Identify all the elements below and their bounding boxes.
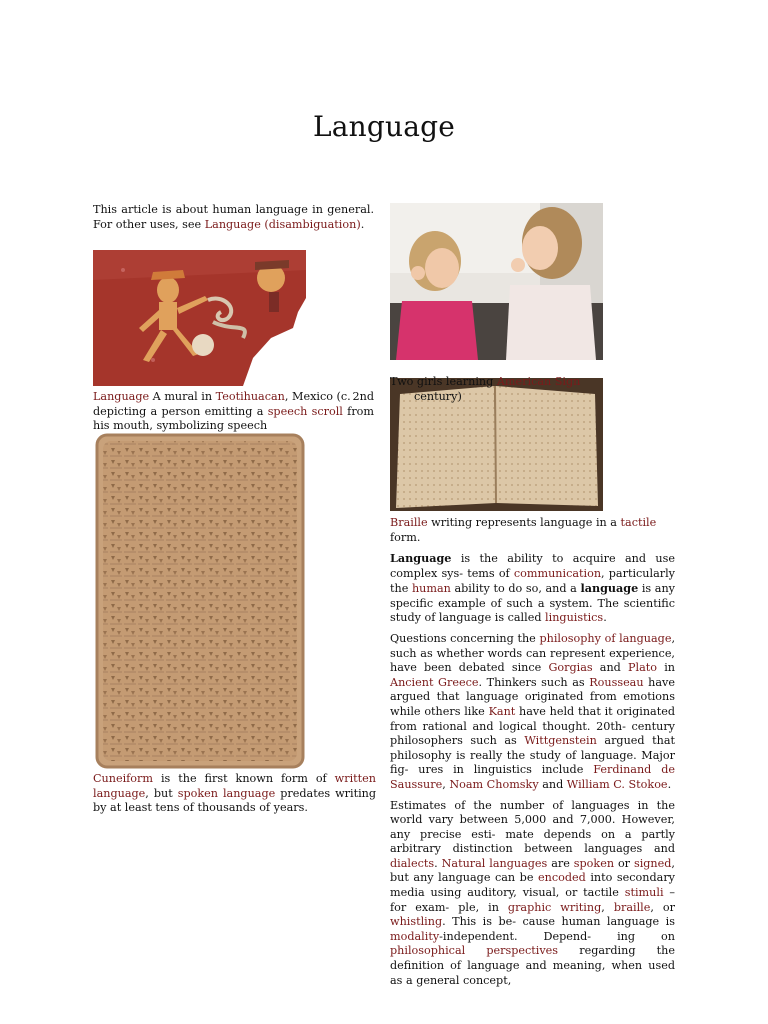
philosophy-of-language-link[interactable]: philosophy of language [539,631,672,645]
para-text: have argued that language originated from emotions while others like [390,675,675,718]
cuneiform-link[interactable]: Cuneiform [93,772,154,785]
paragraph-estimates [390,799,675,989]
rousseau-link[interactable]: Rousseau [589,675,644,689]
mural-caption [93,390,374,434]
bold-term: Language [390,551,452,565]
para-text: . [603,611,607,625]
spoken-language-link[interactable]: spoken language [177,786,276,800]
american-sign-link[interactable]: American Sign [496,375,581,388]
paragraph-intro [390,551,675,626]
article-body [390,551,675,994]
para-text: . [667,777,672,791]
dialects-link[interactable]: dialects [390,856,435,870]
para-text: -independent. Depend- ing on [439,929,675,943]
para-text: , but any language can be [390,856,675,885]
linguistics-link[interactable]: linguistics [545,611,604,625]
caption-text: Two girls learning [390,375,497,388]
para-text: into secondary media using auditory, visual, or tactile [390,871,675,900]
braille-link[interactable]: Braille [390,516,428,529]
saussure-link[interactable]: Ferdinand de Saussure [390,763,675,791]
caption-text: writing represents language in a [427,516,621,529]
para-text: in [657,661,676,675]
braille-text-link[interactable]: braille [613,900,651,914]
kant-link[interactable]: Kant [488,704,516,718]
encoded-link[interactable]: encoded [538,871,586,885]
teotihuacan-link[interactable]: Teotihuacan [215,390,285,403]
caption-text: A mural in [149,390,216,403]
written-language-link[interactable]: written language [93,772,376,800]
stokoe-link[interactable]: William C. Stokoe [566,777,668,791]
caption-text: , but [145,786,178,800]
cuneiform-caption [93,772,376,816]
para-text: regarding the definition of language and meaning, when used as a general concept, [390,944,675,987]
caption-text: , Mexico (c. [284,390,351,403]
girls-photo-illustration [390,203,603,360]
caption-text: predates writing by at least tens of thousands of years. [93,786,377,815]
para-text: – for exam- ple, in [390,886,675,914]
paragraph-philosophy [390,632,675,793]
plato-link[interactable]: Plato [628,661,658,675]
speech-scroll-link[interactable]: speech scroll [267,404,343,418]
philosophical-perspectives-link[interactable]: philosophical perspectives [390,944,559,958]
tablet-illustration [95,433,305,769]
caption-text: century) [414,389,462,403]
para-text: argued that philosophy is really the study of language. Major fig- ures in linguistics include [390,734,675,777]
para-text: , such as whether words can represent experience, have been debated since [390,631,675,675]
para-text: , [601,900,614,914]
stimuli-link[interactable]: stimuli [624,886,664,900]
para-text: is any specific example of such a system. The scientific study of language is called [390,582,675,625]
para-text: . Thinkers such as [478,675,590,689]
gorgias-link[interactable]: Gorgias [548,661,593,675]
girls-caption [390,375,590,404]
language-link[interactable]: Language [93,390,150,403]
caption-text: form. [390,530,421,544]
para-text: Questions concerning the [390,631,540,645]
girls-signing-photo [390,203,603,360]
page-title: Language [312,110,456,143]
human-link[interactable]: human [411,582,451,596]
wittgenstein-link[interactable]: Wittgenstein [524,734,597,748]
para-text: Estimates of the number of languages in the world vary between 5,000 and 7,000. However, any precise esti- mate depends on a partly arbitrary distinction between languages and [390,798,675,856]
spoken-link[interactable]: spoken [573,856,615,870]
caption-text: depicting a person emitting a [93,404,268,418]
caption-text: is the first known form of [153,772,335,785]
bold-term: language [580,581,639,596]
signed-link[interactable]: signed [633,856,672,870]
caption-text: 2nd [352,390,374,403]
whistling-link[interactable]: whistling [390,915,443,929]
para-text: ability to do so, and a [450,582,581,596]
para-text: , [442,777,450,791]
para-text: . [434,856,442,870]
mural-illustration [93,250,306,386]
mural-image [93,250,306,386]
braille-caption [390,516,675,545]
para-text: and [592,661,629,675]
chomsky-link[interactable]: Noam Chomsky [449,777,539,791]
para-text: and [538,777,567,791]
para-text: have held that it originated from rational and logical thought. 20th- century philosophers such as [390,704,675,748]
hatnote [93,203,374,232]
modality-link[interactable]: modality [390,929,440,943]
natural-languages-link[interactable]: Natural languages [441,856,548,870]
ancient-greece-link[interactable]: Ancient Greece [390,675,479,689]
graphic-writing-link[interactable]: graphic writing [507,900,602,914]
tactile-link[interactable]: tactile [620,516,657,529]
para-text: , or [650,900,675,914]
cuneiform-tablet-image [95,433,305,769]
para-text: . This is be- cause human language is [442,915,675,929]
para-text: , particularly the [390,566,675,596]
para-text: is the ability to acquire and use complex sys- tems of [390,552,675,580]
caption-text: from his mouth, symbolizing speech [93,404,375,433]
para-text: or [614,856,634,870]
hatnote-period: . [360,217,365,231]
disambiguation-link[interactable]: Language (disambiguation) [204,217,361,231]
communication-link[interactable]: communication [513,566,602,580]
para-text: are [547,856,574,870]
hatnote-text: This article is about human language in general. For other uses, see [93,203,374,231]
